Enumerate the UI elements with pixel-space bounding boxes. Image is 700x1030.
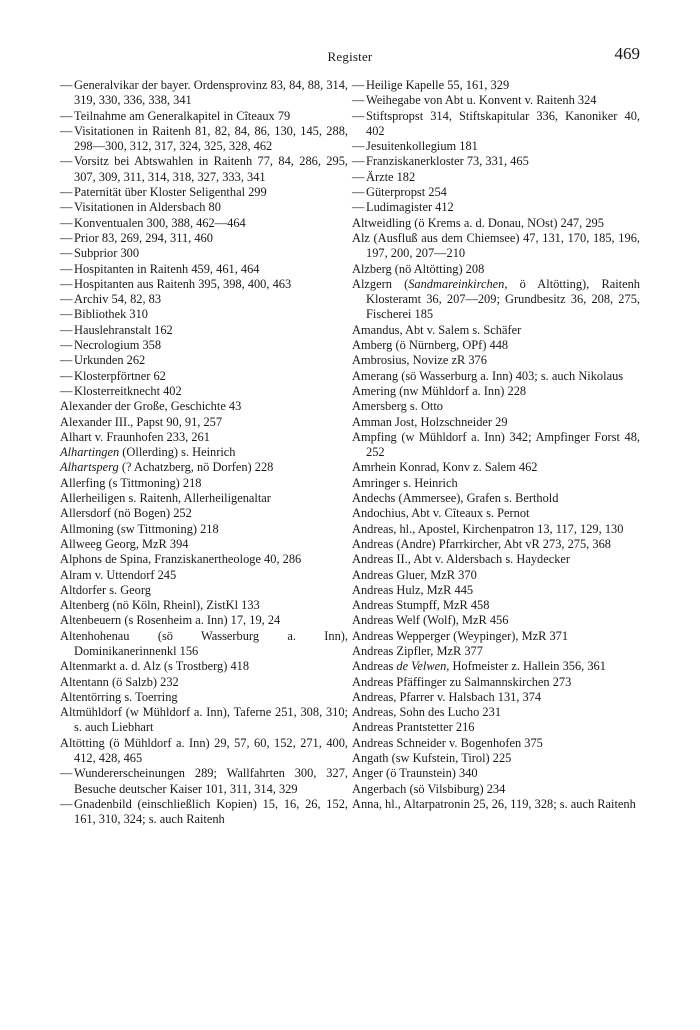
index-entry <box>352 522 640 537</box>
index-subentry <box>60 246 348 261</box>
subentry-dash: — <box>60 261 73 276</box>
index-entry <box>352 583 640 598</box>
index-entry <box>60 598 348 613</box>
index-entry <box>352 629 640 644</box>
index-subentry <box>352 200 640 215</box>
subentry-dash: — <box>60 246 73 261</box>
entry-text: Stiftspropst 314, Stiftskapitular 336, Kanoniker 40, 402 <box>366 108 640 138</box>
entry-text: Alram v. Uttendorf 245 <box>60 567 177 582</box>
subentry-dash: — <box>60 78 73 92</box>
entry-text: Gnadenbild (einschließlich Kopien) 15, 16, 26, 152, 161, 310, 324; s. auch Raitenh <box>74 796 348 827</box>
index-entry <box>60 690 348 705</box>
index-entry <box>60 460 348 475</box>
entry-text: Altentann (ö Salzb) 232 <box>60 674 179 689</box>
entry-text: Andreas Wepperger (Weypinger), MzR 371 <box>352 628 569 643</box>
entry-text: Amering (nw Mühldorf a. Inn) 228 <box>352 383 527 398</box>
entry-text: Altötting (ö Mühldorf a. Inn) 29, 57, 60, 152, 271, 400, 412, 428, 465 <box>60 735 348 766</box>
index-entry <box>352 506 640 521</box>
subentry-dash: — <box>60 307 73 322</box>
index-entry <box>352 598 640 613</box>
entry-text: Paternität über Kloster Seligenthal 299 <box>74 185 267 200</box>
entry-text: Generalvikar der bayer. Ordensprovinz 83, 84, 88, 314, 319, 330, 336, 338, 341 <box>74 78 348 108</box>
entry-text: Andreas <box>352 659 397 674</box>
italic-headword: Alhartsperg <box>60 460 119 475</box>
entry-text: Andreas (Andre) Pfarrkircher, Abt vR 273, 275, 368 <box>352 536 611 551</box>
index-subentry <box>352 93 640 108</box>
entry-text: Angerbach (sö Vilsbiburg) 234 <box>352 781 506 796</box>
index-entry <box>352 277 640 323</box>
entry-text: Amman Jost, Holzschneider 29 <box>352 414 508 429</box>
entry-text: Allerfing (s Tittmoning) 218 <box>60 475 202 490</box>
index-entry <box>352 675 640 690</box>
subentry-dash: — <box>352 139 365 154</box>
entry-text: Vorsitz bei Abtswahlen in Raitenh 77, 84, 286, 295, 307, 309, 311, 314, 318, 327, 333, 341 <box>74 154 348 184</box>
entry-text: Ambrosius, Novize zR 376 <box>352 353 487 368</box>
entry-text: Alzgern ( <box>352 276 409 291</box>
entry-text: Andreas, Pfarrer v. Halsbach 131, 374 <box>352 689 542 704</box>
index-entry <box>60 537 348 552</box>
index-subentry <box>60 338 348 353</box>
index-entry <box>352 262 640 277</box>
entry-text: Altenberg (nö Köln, Rheinl), ZistKl 133 <box>60 598 260 613</box>
entry-text: Klosterreitknecht 402 <box>74 383 182 398</box>
entry-text: Visitationen in Aldersbach 80 <box>74 200 221 215</box>
entry-text: Alzberg (nö Altötting) 208 <box>352 261 485 276</box>
index-subentry <box>60 109 348 124</box>
subentry-dash: — <box>352 78 365 92</box>
entry-text: Amerang (sö Wasserburg a. Inn) 403; s. auch Nikolaus <box>352 368 624 383</box>
entry-text: Amberg (ö Nürnberg, OPf) 448 <box>352 338 509 353</box>
subentry-dash: — <box>352 200 365 215</box>
index-entry <box>352 231 640 262</box>
entry-text: Andreas Welf (Wolf), MzR 456 <box>352 613 509 628</box>
index-subentry <box>60 154 348 185</box>
index-subentry <box>352 170 640 185</box>
index-entry <box>352 476 640 491</box>
index-subentry <box>60 323 348 338</box>
entry-text: Urkunden 262 <box>74 353 146 368</box>
index-entry <box>60 613 348 628</box>
entry-text: Andreas Prantstetter 216 <box>352 720 475 735</box>
index-entry <box>352 705 640 720</box>
index-entry <box>352 552 640 567</box>
index-subentry <box>60 124 348 155</box>
entry-text: Hospitanten aus Raitenh 395, 398, 400, 463 <box>74 276 292 291</box>
index-entry <box>352 384 640 399</box>
entry-text: Allweeg Georg, MzR 394 <box>60 536 189 551</box>
index-entry <box>352 369 640 384</box>
index-subentry <box>60 797 348 828</box>
entry-text: Wundererscheinungen 289; Wallfahrten 300, 327, Besuche deutscher Kaiser 101, 311, 314, 329 <box>74 766 348 796</box>
entry-text: Archiv 54, 82, 83 <box>74 292 162 307</box>
subentry-dash: — <box>60 338 73 353</box>
entry-text: Hospitanten in Raitenh 459, 461, 464 <box>74 261 260 276</box>
index-entry <box>60 445 348 460</box>
index-entry <box>352 338 640 353</box>
subentry-dash: — <box>60 230 73 245</box>
running-title: Register <box>327 49 373 64</box>
index-entry <box>60 583 348 598</box>
index-entry <box>352 659 640 674</box>
subentry-dash: — <box>60 766 73 781</box>
index-entry <box>60 736 348 767</box>
index-entry <box>60 659 348 674</box>
entry-text: Andreas II., Abt v. Aldersbach s. Haydecker <box>352 552 571 567</box>
entry-text: Teilnahme am Generalkapitel in Cîteaux 79 <box>74 108 291 123</box>
index-entry <box>60 399 348 414</box>
index-entry <box>352 644 640 659</box>
entry-text: Klosterpförtner 62 <box>74 368 166 383</box>
italic-term: Sandmareinkirchen <box>408 276 505 291</box>
index-subentry <box>60 231 348 246</box>
subentry-dash: — <box>60 276 73 291</box>
italic-term: de Velwen <box>396 659 447 674</box>
subentry-dash: — <box>352 169 365 184</box>
entry-text: Altweidling (ö Krems a. d. Donau, NOst) 247, 295 <box>352 215 604 230</box>
entry-text: Güterpropst 254 <box>366 185 447 200</box>
entry-text: Amersberg s. Otto <box>352 399 443 414</box>
index-subentry <box>60 262 348 277</box>
index-entry <box>60 430 348 445</box>
left-column <box>60 78 348 828</box>
index-subentry <box>60 353 348 368</box>
entry-text: Andochius, Abt v. Cîteaux s. Pernot <box>352 506 530 521</box>
index-entry <box>60 476 348 491</box>
index-entry <box>352 568 640 583</box>
subentry-dash: — <box>352 154 365 169</box>
index-entry <box>60 568 348 583</box>
entry-text: Ärzte 182 <box>366 169 416 184</box>
subentry-dash: — <box>352 185 365 200</box>
entry-text: Amrhein Konrad, Konv z. Salem 462 <box>352 460 538 475</box>
index-subentry <box>352 185 640 200</box>
index-entry <box>352 537 640 552</box>
entry-text: Altenbeuern (s Rosenheim a. Inn) 17, 19, 24 <box>60 613 281 628</box>
entry-text: Andreas, Sohn des Lucho 231 <box>352 705 502 720</box>
entry-text: (? Achatzberg, nö Dorfen) 228 <box>118 460 274 475</box>
entry-text: Altenhohenau (sö Wasserburg a. Inn), Dominikanerinnenkl 156 <box>60 628 348 658</box>
entry-text: Andreas Schneider v. Bogenhofen 375 <box>352 735 543 750</box>
subentry-dash: — <box>352 108 365 123</box>
index-entry <box>352 353 640 368</box>
index-entry <box>352 766 640 781</box>
subentry-dash: — <box>60 353 73 368</box>
entry-text: Allersdorf (nö Bogen) 252 <box>60 506 192 521</box>
index-subentry <box>60 200 348 215</box>
entry-text: Altdorfer s. Georg <box>60 582 151 597</box>
subentry-dash: — <box>60 322 73 337</box>
entry-text: Andreas Stumpff, MzR 458 <box>352 598 490 613</box>
subentry-dash: — <box>352 93 365 108</box>
index-entry <box>60 506 348 521</box>
italic-headword: Alhartingen <box>60 445 120 460</box>
index-entry <box>352 399 640 414</box>
entry-text: Anger (ö Traunstein) 340 <box>352 766 478 781</box>
entry-text: Ludimagister 412 <box>366 200 454 215</box>
entry-text: Konventualen 300, 388, 462—464 <box>74 215 246 230</box>
entry-text: (Ollerding) s. Heinrich <box>119 445 236 460</box>
entry-text: Alexander III., Papst 90, 91, 257 <box>60 414 223 429</box>
right-column <box>352 78 640 828</box>
subentry-dash: — <box>60 123 73 138</box>
entry-text: Andreas Pfäffinger zu Salmannskirchen 273 <box>352 674 572 689</box>
index-entry <box>352 491 640 506</box>
entry-text: Alphons de Spina, Franziskanertheologe 40, 286 <box>60 552 302 567</box>
entry-text: Bibliothek 310 <box>74 307 148 322</box>
entry-text: Andreas Gluer, MzR 370 <box>352 567 477 582</box>
entry-text: Franziskanerkloster 73, 331, 465 <box>366 154 529 169</box>
index-entry <box>352 613 640 628</box>
index-entry <box>352 797 640 812</box>
entry-text: Amringer s. Heinrich <box>352 475 458 490</box>
subentry-dash: — <box>60 154 73 169</box>
entry-text: Weihegabe von Abt u. Konvent v. Raitenh 324 <box>366 93 597 108</box>
index-entry <box>352 736 640 751</box>
entry-text: Jesuitenkollegium 181 <box>366 139 478 154</box>
entry-text: Andreas Zipfler, MzR 377 <box>352 643 483 658</box>
entry-text: Alz (Ausfluß aus dem Chiemsee) 47, 131, 170, 185, 196, 197, 200, 207—210 <box>352 230 640 261</box>
index-entry <box>60 705 348 736</box>
register-columns <box>60 78 640 828</box>
index-entry <box>352 323 640 338</box>
subentry-dash: — <box>60 796 73 811</box>
entry-text-after: , ö Altötting), Raitenh Klosteramt 36, 207—209; Grundbesitz 36, 208, 275, Fischerei 185 <box>366 276 640 322</box>
index-entry <box>352 460 640 475</box>
index-entry <box>352 751 640 766</box>
subentry-dash: — <box>60 368 73 383</box>
entry-text: Ampfing (w Mühldorf a. Inn) 342; Ampfinger Forst 48, 252 <box>352 429 640 460</box>
index-entry <box>60 675 348 690</box>
index-entry <box>352 216 640 231</box>
index-entry <box>60 552 348 567</box>
entry-text: Anna, hl., Altarpatronin 25, 26, 119, 328; s. auch Raitenh <box>352 796 636 811</box>
index-entry <box>352 415 640 430</box>
index-entry <box>352 782 640 797</box>
entry-text: Andreas, hl., Apostel, Kirchenpatron 13, 117, 129, 130 <box>352 521 624 536</box>
subentry-dash: — <box>60 383 73 398</box>
entry-text: Angath (sw Kufstein, Tirol) 225 <box>352 751 512 766</box>
index-subentry <box>60 78 348 109</box>
entry-text: Hauslehranstalt 162 <box>74 322 173 337</box>
index-entry <box>352 690 640 705</box>
entry-text: Alhart v. Fraunhofen 233, 261 <box>60 429 210 444</box>
index-subentry <box>60 185 348 200</box>
index-entry <box>60 629 348 660</box>
entry-text: Altmühldorf (w Mühldorf a. Inn), Taferne 251, 308, 310; s. auch Liebhart <box>60 705 348 735</box>
entry-text: Allerheiligen s. Raitenh, Allerheiligenaltar <box>60 491 271 506</box>
index-subentry <box>60 216 348 231</box>
subentry-dash: — <box>60 185 73 200</box>
entry-text: Allmoning (sw Tittmoning) 218 <box>60 521 219 536</box>
index-entry <box>352 430 640 461</box>
index-entry <box>60 491 348 506</box>
index-subentry <box>60 292 348 307</box>
index-subentry <box>60 277 348 292</box>
entry-text: Amandus, Abt v. Salem s. Schäfer <box>352 322 522 337</box>
entry-text-after: , Hofmeister z. Hallein 356, 361 <box>446 659 606 674</box>
index-entry <box>60 522 348 537</box>
page-number: 469 <box>614 44 640 63</box>
entry-text: Andechs (Ammersee), Grafen s. Berthold <box>352 491 559 506</box>
index-subentry <box>352 154 640 169</box>
index-subentry <box>60 369 348 384</box>
subentry-dash: — <box>60 200 73 215</box>
index-subentry <box>352 78 640 93</box>
entry-text: Necrologium 358 <box>74 338 162 353</box>
page-header <box>60 44 640 74</box>
entry-text: Prior 83, 269, 294, 311, 460 <box>74 230 213 245</box>
entry-text: Visitationen in Raitenh 81, 82, 84, 86, 130, 145, 288, 298—300, 312, 317, 324, 325, 328, 462 <box>74 123 348 154</box>
index-entry <box>352 720 640 735</box>
index-subentry <box>352 139 640 154</box>
subentry-dash: — <box>60 292 73 307</box>
subentry-dash: — <box>60 108 73 123</box>
entry-text: Andreas Hulz, MzR 445 <box>352 582 474 597</box>
index-subentry <box>60 307 348 322</box>
index-subentry <box>60 384 348 399</box>
entry-text: Subprior 300 <box>74 246 140 261</box>
entry-text: Altentörring s. Toerring <box>60 689 178 704</box>
entry-text: Alexander der Große, Geschichte 43 <box>60 399 242 414</box>
entry-text: Heilige Kapelle 55, 161, 329 <box>366 78 510 92</box>
index-subentry <box>352 109 640 140</box>
index-subentry <box>60 766 348 797</box>
index-entry <box>60 415 348 430</box>
subentry-dash: — <box>60 215 73 230</box>
entry-text: Altenmarkt a. d. Alz (s Trostberg) 418 <box>60 659 250 674</box>
